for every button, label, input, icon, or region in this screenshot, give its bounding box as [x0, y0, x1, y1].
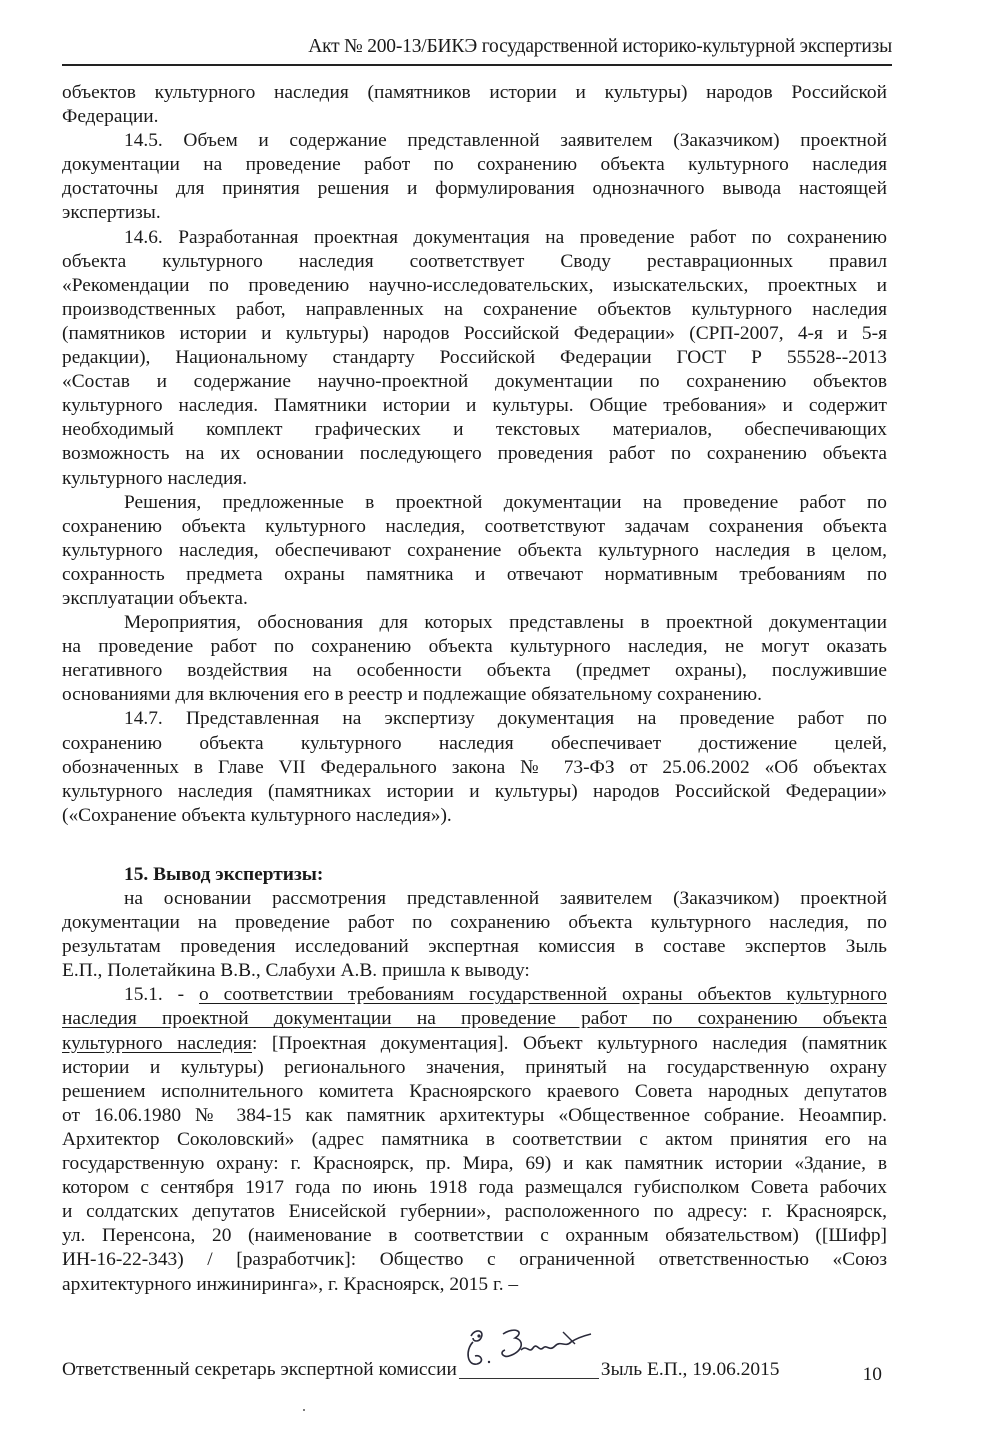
text-line: культурного наследия. Памятники истории и культуры. Общие требования» и содержит [62, 395, 887, 417]
text-line: экспертизы. [62, 202, 161, 224]
text-line: («Сохранение объекта культурного наследия»). [62, 804, 452, 826]
text-line: сохранению объекта культурного наследия, соответствуют задачам сохранения объекта [62, 515, 887, 537]
text-line: «Состав и содержание научно-проектной документации по сохранению объектов [62, 371, 887, 393]
header-title: Акт № 200-13/БИКЭ государственной историко-культурной экспертизы [308, 36, 892, 57]
text-line: на основании рассмотрения представленной заявителем (Заказчиком) проектной [124, 888, 887, 909]
text-line: культурного наследия. [62, 467, 248, 489]
text-line: результатам проведения исследований экспертная комиссия в составе экспертов Зыль [62, 936, 887, 958]
paragraph-intro [62, 81, 887, 129]
text-line: Решения, предложенные в проектной документации на проведение работ по [124, 491, 887, 513]
text-line: возможность на их основании последующего проведения работ по сохранению объекта [62, 443, 887, 465]
signature-block [62, 1336, 780, 1381]
text-line: государственную охрану: г. Красноярск, пр. Мира, 69) и как памятник истории «Здание, в [62, 1153, 887, 1175]
text-line: Мероприятия, обоснования для которых представлены в проектной документации [124, 612, 887, 634]
section-heading: 15. Вывод экспертизы: [124, 863, 324, 885]
text-line: «Рекомендации по проведению научно-исследовательских, изыскательских, проектных и [62, 274, 887, 296]
paragraph-15-intro [62, 887, 887, 983]
underlined-text: культурного наследия [62, 1032, 252, 1054]
text-line: эксплуатации объекта. [62, 587, 248, 609]
page-header [62, 34, 892, 66]
text-line: редакции), Национальному стандарту Российской Федерации ГОСТ Р 55528--2013 [62, 347, 887, 369]
text-line: архитектурного инжиниринга», г. Красноярск, 2015 г. – [62, 1273, 519, 1295]
text-line: культурного наследия, обеспечивают сохранение объекта культурного наследия в целом, [62, 539, 887, 561]
paragraph-14-6 [62, 226, 887, 491]
text-line: Федерации. [62, 106, 159, 128]
signer-name-date: Зыль Е.П., 19.06.2015 [600, 1359, 780, 1380]
text-line: 14.5. Объем и содержание представленной заявителем (Заказчиком) проектной [124, 130, 887, 152]
paragraph-15-1 [62, 983, 887, 1296]
text-line [62, 983, 887, 1007]
text-line: объекта культурного наследия соответствует Своду реставрационных правил [62, 250, 887, 272]
scan-speck [303, 1409, 305, 1411]
text-line [62, 1032, 887, 1056]
item-number: 15.1. - [124, 984, 200, 1006]
text-line [62, 1007, 887, 1031]
text-line: истории и культуры) регионального значения, принятый на государственную охрану [62, 1056, 887, 1078]
text-line: на проведение работ по сохранению объекта культурного наследия, не могут оказать [62, 636, 887, 658]
text-line: объектов культурного наследия (памятников истории и культуры) народов Российской [62, 82, 887, 103]
text-line: необходимый комплект графических и текстовых материалов, обеспечивающих [62, 419, 887, 441]
text-line: ИН-16-22-343) / [разработчик]: Общество с ограниченной ответственностью «Союз [62, 1249, 887, 1271]
text-line: котором с сентября 1917 года по июнь 1918 года размещался губисполком Совета рабочих [62, 1177, 887, 1199]
text-line: производственных работ, направленных на сохранение объектов культурного наследия [62, 298, 887, 320]
text-line: обозначенных в Главе VII Федерального закона № 73-ФЗ от 25.06.2002 «Об объектах [62, 756, 887, 778]
underlined-text: о соответствии требованиям государственной охраны объектов культурного [199, 984, 887, 1006]
text-line: 14.6. Разработанная проектная документация на проведение работ по сохранению [124, 226, 887, 248]
paragraph-14-5 [62, 129, 887, 225]
page-number: 10 [862, 1364, 882, 1385]
text-line: негативного воздействия на особенности объекта (предмет охраны), послужившие [62, 660, 887, 682]
text-line: и солдатских депутатов Енисейской губернии», расположенного по адресу: г. Красноярск, [62, 1201, 887, 1223]
text-line: документации на проведение работ по сохранению объекта культурного наследия, по [62, 912, 887, 934]
text-line: Архитектор Соколовский» (адрес памятника в соответствии с актом принятия его на [62, 1128, 887, 1150]
text-line: ул. Перенсона, 20 (наименование в соответствии с охранным обязательством) ([Шифр] [62, 1225, 887, 1247]
text-line: решением исполнительного комитета Красноярского краевого Совета народных депутатов [62, 1080, 887, 1102]
text-line: Е.П., Полетайкина В.В., Слабухи А.В. пришла к выводу: [62, 960, 530, 982]
text-line: достаточны для принятия решения и формулирования однозначного вывода настоящей [62, 178, 887, 200]
text-line: от 16.06.1980 № 384-15 как памятник архитектуры «Общественное собрание. Неоампир. [62, 1104, 887, 1126]
paragraph-14-7 [62, 707, 887, 827]
text-span: : [Проектная документация]. Объект культурного наследия (памятник [251, 1032, 887, 1054]
text-line: (памятников истории и культуры) народов Российской Федерации» (СРП-2007, 4-я и 5-я [62, 322, 887, 344]
document-body [62, 81, 887, 1297]
signature-icon [459, 1320, 599, 1376]
text-line: сохранность предмета охраны памятника и отвечают нормативным требованиям по [62, 563, 887, 585]
underlined-text: наследия проектной документации на проведение работ по сохранению объекта [62, 1008, 887, 1030]
handwritten-signature [459, 1334, 599, 1379]
spacer [62, 828, 887, 863]
text-line: документации на проведение работ по сохранению объекта культурного наследия [62, 154, 887, 176]
text-line: сохранению объекта культурного наследия обеспечивает достижение целей, [62, 732, 887, 754]
text-line: основаниями для включения его в реестр и подлежащие обязательному сохранению. [62, 684, 763, 706]
text-line: культурного наследия (памятниках истории и культуры) народов Российской Федерации» [62, 780, 887, 802]
text-line: 14.7. Представленная на экспертизу документация на проведение работ по [124, 708, 887, 730]
paragraph-decisions [62, 491, 887, 611]
paragraph-measures [62, 611, 887, 707]
signature-label: Ответственный секретарь экспертной комиссии [62, 1359, 457, 1380]
